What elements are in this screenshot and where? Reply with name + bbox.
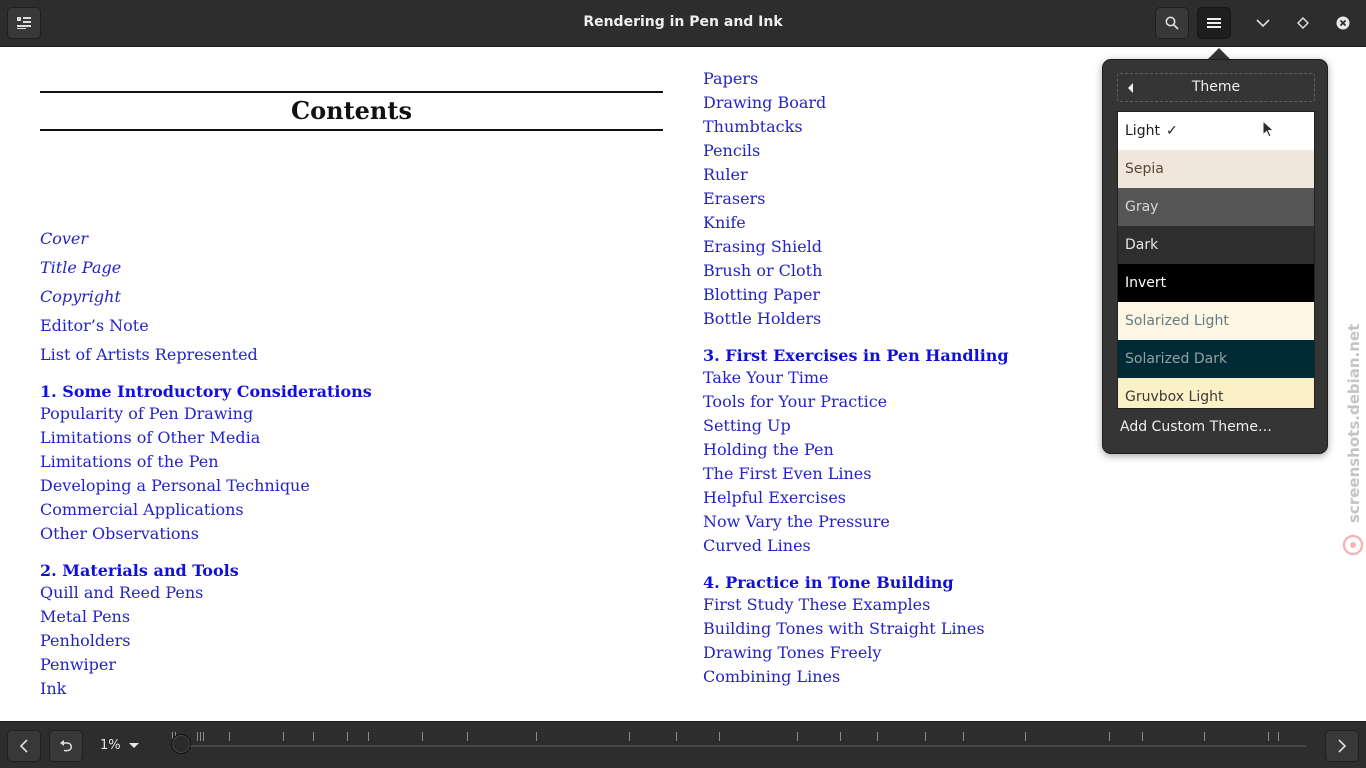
- toc-link[interactable]: Now Vary the Pressure: [703, 512, 890, 531]
- toc-link[interactable]: Combining Lines: [703, 667, 841, 686]
- chapter-tick: [1142, 732, 1143, 741]
- toc-link[interactable]: Drawing Board: [703, 93, 827, 112]
- toc-chapter-link[interactable]: 3. First Exercises in Pen Handling: [703, 346, 1009, 365]
- toc-link[interactable]: Holding the Pen: [703, 440, 834, 459]
- toc-link[interactable]: Developing a Personal Technique: [40, 476, 310, 495]
- toc-link[interactable]: Cover: [40, 229, 89, 248]
- theme-option-sepia[interactable]: [1118, 150, 1314, 188]
- chapter-tick: [1204, 732, 1205, 741]
- theme-back-button[interactable]: [1117, 73, 1315, 102]
- toc-link[interactable]: Knife: [703, 213, 746, 232]
- toc-link[interactable]: Thumbtacks: [703, 117, 803, 136]
- chevron-left-icon: [19, 739, 29, 753]
- mouse-cursor-icon: [1262, 120, 1276, 140]
- toc-link[interactable]: Popularity of Pen Drawing: [40, 404, 254, 423]
- progress-slider-track[interactable]: [172, 745, 1306, 747]
- toc-link[interactable]: Limitations of the Pen: [40, 452, 219, 471]
- toc-link[interactable]: Ink: [40, 679, 67, 698]
- toc-chapter-link[interactable]: 4. Practice in Tone Building: [703, 573, 954, 592]
- chapter-tick: [203, 732, 204, 741]
- theme-option-gray[interactable]: [1118, 188, 1314, 226]
- contents-heading: Contents: [40, 91, 663, 131]
- theme-option-gruvbox-light[interactable]: [1118, 378, 1314, 409]
- footer-bar: [0, 721, 1366, 768]
- close-icon: [1336, 16, 1350, 30]
- chevron-right-icon: [1337, 739, 1347, 753]
- minimize-button[interactable]: [1246, 7, 1280, 39]
- theme-option-label: Solarized Light: [1125, 313, 1229, 329]
- theme-option-invert[interactable]: [1118, 264, 1314, 302]
- chapter-tick: [1109, 732, 1110, 741]
- toc-link[interactable]: Limitations of Other Media: [40, 428, 261, 447]
- chapter-tick: [1278, 732, 1279, 741]
- previous-page-button[interactable]: [7, 730, 41, 762]
- theme-option-label: Solarized Dark: [1125, 351, 1228, 367]
- back-arrow-icon: [1128, 83, 1133, 93]
- toc-link[interactable]: Papers: [703, 69, 759, 88]
- chapter-tick: [467, 732, 468, 741]
- window-title: Rendering in Pen and Ink: [583, 14, 783, 30]
- chapter-tick: [719, 732, 720, 741]
- add-custom-theme-button[interactable]: Add Custom Theme…: [1120, 419, 1272, 435]
- toc-link[interactable]: Editor’s Note: [40, 316, 149, 335]
- toc-link[interactable]: Copyright: [40, 287, 121, 306]
- theme-option-solarized-light[interactable]: [1118, 302, 1314, 340]
- chapter-tick: [676, 732, 677, 741]
- toc-link[interactable]: The First Even Lines: [703, 464, 872, 483]
- toc-link[interactable]: Erasing Shield: [703, 237, 823, 256]
- close-button[interactable]: [1326, 7, 1360, 39]
- chapter-tick: [200, 732, 201, 741]
- toc-link[interactable]: List of Artists Represented: [40, 345, 258, 364]
- chapter-tick: [229, 732, 230, 741]
- caret-down-icon[interactable]: [129, 743, 139, 748]
- theme-option-solarized-dark[interactable]: [1118, 340, 1314, 378]
- next-page-button[interactable]: [1325, 730, 1359, 762]
- checkmark-icon: ✓: [1165, 123, 1178, 139]
- chapter-tick: [422, 732, 423, 741]
- toc-link[interactable]: First Study These Examples: [703, 595, 931, 614]
- chapter-tick: [877, 732, 878, 741]
- undo-icon: [59, 739, 73, 753]
- toc-link[interactable]: Take Your Time: [703, 368, 829, 387]
- toc-link[interactable]: Penwiper: [40, 655, 116, 674]
- theme-option-label: Light: [1125, 123, 1160, 139]
- theme-popover: [1102, 59, 1328, 454]
- popover-arrow: [1208, 48, 1230, 59]
- theme-title: Theme: [1191, 79, 1241, 95]
- toc-link[interactable]: Penholders: [40, 631, 131, 650]
- toc-chapter-link[interactable]: 1. Some Introductory Considerations: [40, 382, 372, 401]
- chapter-tick: [536, 732, 537, 741]
- chapter-tick: [1268, 732, 1269, 741]
- watermark: [1338, 313, 1366, 573]
- theme-option-label: Dark: [1125, 237, 1159, 253]
- toc-link[interactable]: Drawing Tones Freely: [703, 643, 882, 662]
- toc-link[interactable]: Helpful Exercises: [703, 488, 846, 507]
- header-bar: [0, 0, 1366, 47]
- toc-link[interactable]: Commercial Applications: [40, 500, 244, 519]
- toc-link[interactable]: Setting Up: [703, 416, 791, 435]
- chapter-tick: [283, 732, 284, 741]
- toc-link[interactable]: Tools for Your Practice: [703, 392, 888, 411]
- toc-link[interactable]: Bottle Holders: [703, 309, 822, 328]
- toc-link[interactable]: Building Tones with Straight Lines: [703, 619, 985, 638]
- theme-option-label: Gruvbox Light: [1125, 389, 1224, 405]
- toc-link[interactable]: Ruler: [703, 165, 748, 184]
- chevron-down-icon: [1256, 18, 1270, 28]
- diamond-icon: [1297, 17, 1309, 29]
- main-menu-button[interactable]: [1197, 7, 1231, 39]
- search-icon: [1165, 16, 1179, 30]
- chapter-tick: [347, 732, 348, 741]
- zoom-level[interactable]: 1%: [100, 738, 121, 753]
- toc-link[interactable]: Metal Pens: [40, 607, 131, 626]
- theme-option-label: Gray: [1125, 199, 1159, 215]
- chapter-tick: [313, 732, 314, 741]
- chapter-tick: [1025, 732, 1026, 741]
- theme-option-light[interactable]: [1118, 112, 1314, 150]
- theme-option-dark[interactable]: [1118, 226, 1314, 264]
- maximize-button[interactable]: [1286, 7, 1320, 39]
- chapter-tick: [963, 732, 964, 741]
- toc-chapter-link[interactable]: 2. Materials and Tools: [40, 561, 239, 580]
- theme-option-label: Invert: [1125, 275, 1167, 291]
- toc-link[interactable]: Erasers: [703, 189, 766, 208]
- search-button[interactable]: [1155, 7, 1189, 39]
- go-back-button[interactable]: [49, 730, 83, 762]
- chapter-tick: [925, 732, 926, 741]
- chapter-tick: [368, 732, 369, 741]
- theme-option-label: Sepia: [1125, 161, 1164, 177]
- chapter-tick: [197, 732, 198, 741]
- toc-link[interactable]: Curved Lines: [703, 536, 811, 555]
- theme-list: [1117, 111, 1315, 409]
- toc-link[interactable]: Pencils: [703, 141, 761, 160]
- hamburger-menu-icon: [1207, 17, 1221, 29]
- toc-link[interactable]: Title Page: [40, 258, 122, 277]
- toc-link[interactable]: Blotting Paper: [703, 285, 821, 304]
- chapter-tick: [629, 732, 630, 741]
- toc-link[interactable]: Other Observations: [40, 524, 200, 543]
- toc-link[interactable]: Quill and Reed Pens: [40, 583, 204, 602]
- toc-link[interactable]: Brush or Cloth: [703, 261, 823, 280]
- progress-slider-handle[interactable]: [171, 734, 191, 754]
- chapter-tick: [797, 732, 798, 741]
- watermark-text: screenshots.debian.net: [1345, 323, 1363, 523]
- chapter-tick: [840, 732, 841, 741]
